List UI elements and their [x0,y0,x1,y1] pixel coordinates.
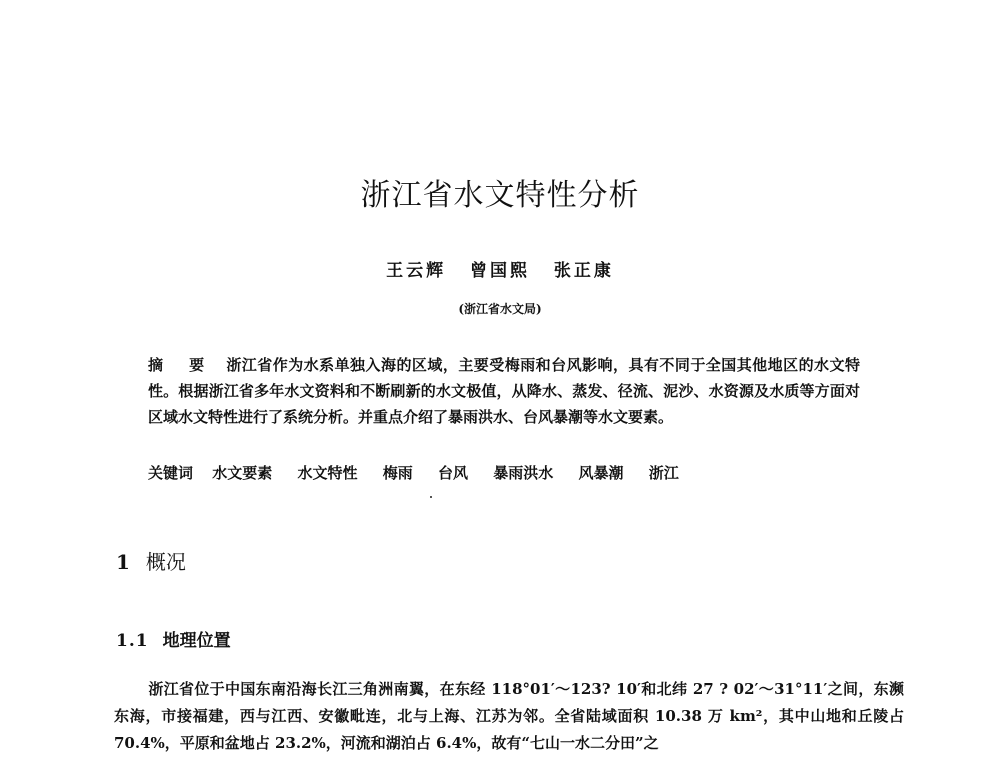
keywords-label: 关键词 [148,464,194,482]
section-number: 1 [116,550,130,574]
paper-title: 浙江省水文特性分析 [360,178,640,213]
subsection-heading [116,626,231,651]
section-heading [116,546,186,575]
author-name: 王云辉 [386,261,447,281]
keyword: 浙江 [648,464,679,482]
keyword: 暴雨洪水 [493,464,554,482]
author-name: 张正康 [553,261,614,281]
author-name: 曾国熙 [470,261,530,281]
abstract-label: 摘 要 [148,356,215,374]
scan-speck [430,496,432,498]
subsection-title: 地理位置 [162,631,231,651]
affiliation: (浙江省水文局) [458,302,542,316]
keyword: 风暴潮 [578,464,624,482]
body-paragraph [114,676,904,757]
abstract [148,352,860,430]
keyword: 台风 [438,464,469,482]
keyword: 梅雨 [382,464,413,482]
body-text: 浙江省位于中国东南沿海长江三角洲南翼，在东经 118°01′～123? 10′和北纬 27 ? 02′～31°11′之间，东濒东海，市接福建，西与江西、安徽毗连，北与上海、江苏为邻。全省陆域面积 10.38 万 km²，其中山地和丘陵占 70.4%，平原和盆地占 23.2%，河流和湖泊占 6.4%，故有“七山一水二分田”之 [114,680,904,752]
keyword: 水文特性 [297,464,358,482]
abstract-text: 浙江省作为水系单独入海的区域，主要受梅雨和台风影响，具有不同于全国其他地区的水文特性。根据浙江省多年水文资料和不断刷新的水文极值，从降水、蒸发、径流、泥沙、水资源及水质等方面对区域水文特性进行了系统分析。并重点介绍了暴雨洪水、台风暴潮等水文要素。 [148,356,860,426]
author-list [0,256,1000,281]
keywords [148,462,860,483]
subsection-number: 1.1 [116,631,149,651]
section-title: 概况 [145,550,186,574]
keyword: 水文要素 [212,464,273,482]
